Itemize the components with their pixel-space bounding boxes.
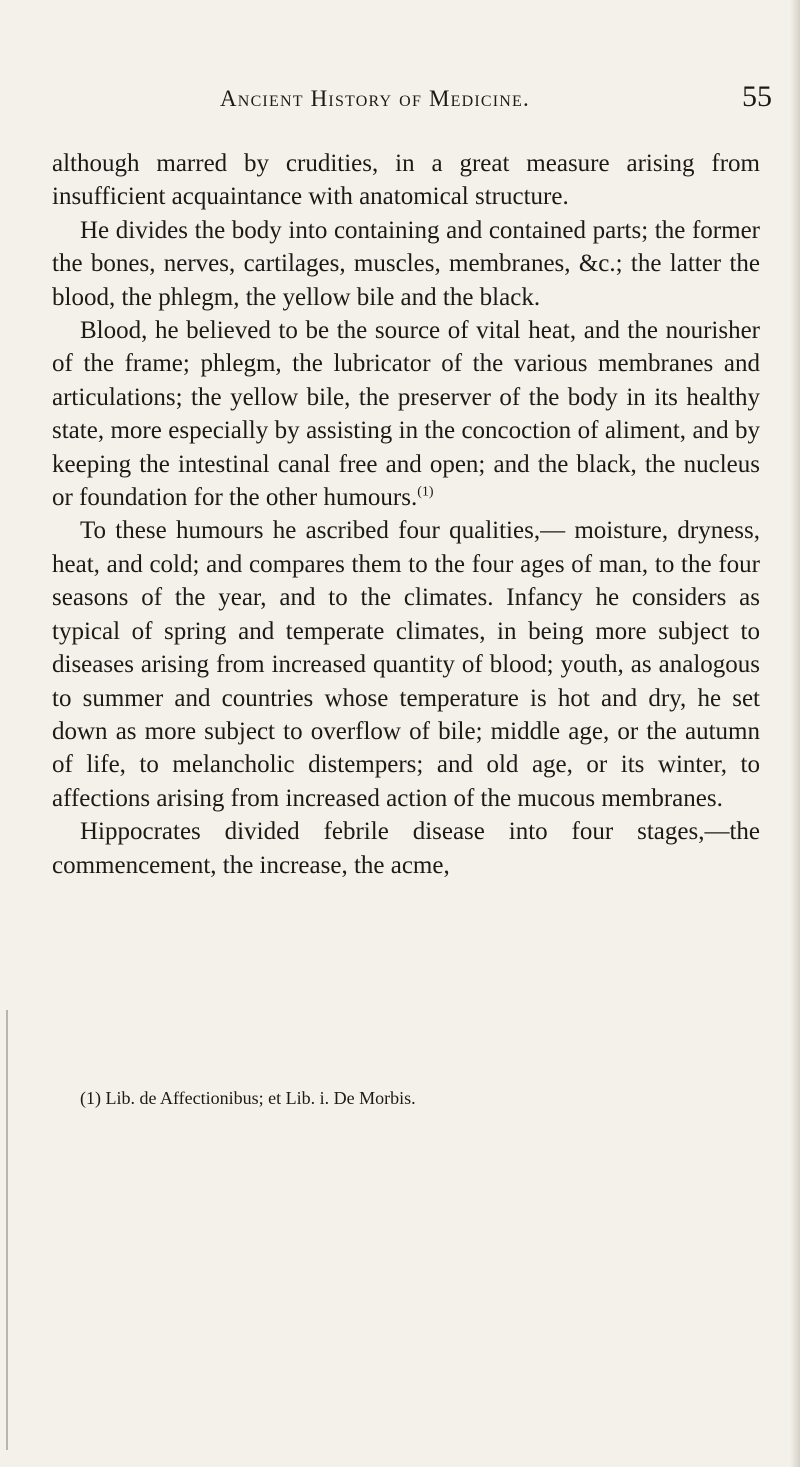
paragraph-body-division: He divides the body into containing and contained parts; the former the bones, nerves, cartilages, muscles, membranes, &c.; the latter the blood, the phlegm, the yellow bile and the black. [52,216,760,311]
paragraph-continuation: although marred by crudities, in a great measure arising from insufficient acquaintance with anatomical structure. [52,150,760,211]
page-number: 55 [742,80,772,113]
footnote-reference[interactable]: (1) [417,484,434,500]
paragraph-qualities: To these humours he ascribed four qualities,— moisture, dryness, heat, and cold; and compares them to the four ages of man, to the four seasons of the year, and to the climates. Infancy he considers as typical of spring and temperate climates, in being more subject to diseases arising from increased quantity of blood; youth, as analogous to summer and countries whose temperature is hot and dry, he set down as more subject to overflow of bile; middle age, or the autumn of life, to melancholic distempers; and old age, or its winter, to affections arising from increased action of the mucous membranes. [52,517,760,812]
running-title: Ancient History of Medicine. [220,86,530,111]
paragraph-febrile-stages: Hippocrates divided febrile disease into four stages,—the commencement, the increase, the acme, [52,818,760,879]
page-header [220,80,780,126]
body-text [52,147,760,882]
paragraph-humours [52,314,760,514]
binding-gutter-line [6,1010,8,1450]
footnote: (1) Lib. de Affectionibus; et Lib. i. De Morbis. [80,1088,416,1108]
paragraph-humours-text: Blood, he believed to be the source of vital heat, and the nourisher of the frame; phlegm, the lubricator of the various membranes and articulations; the yellow bile, the preserver of the body in its healthy state, more especially by assisting in the concoction of aliment, and by keeping the intestinal canal free and open; and the black, the nucleus or foundation for the other humours. [52,317,760,512]
page-edge-shadow [790,0,800,1467]
